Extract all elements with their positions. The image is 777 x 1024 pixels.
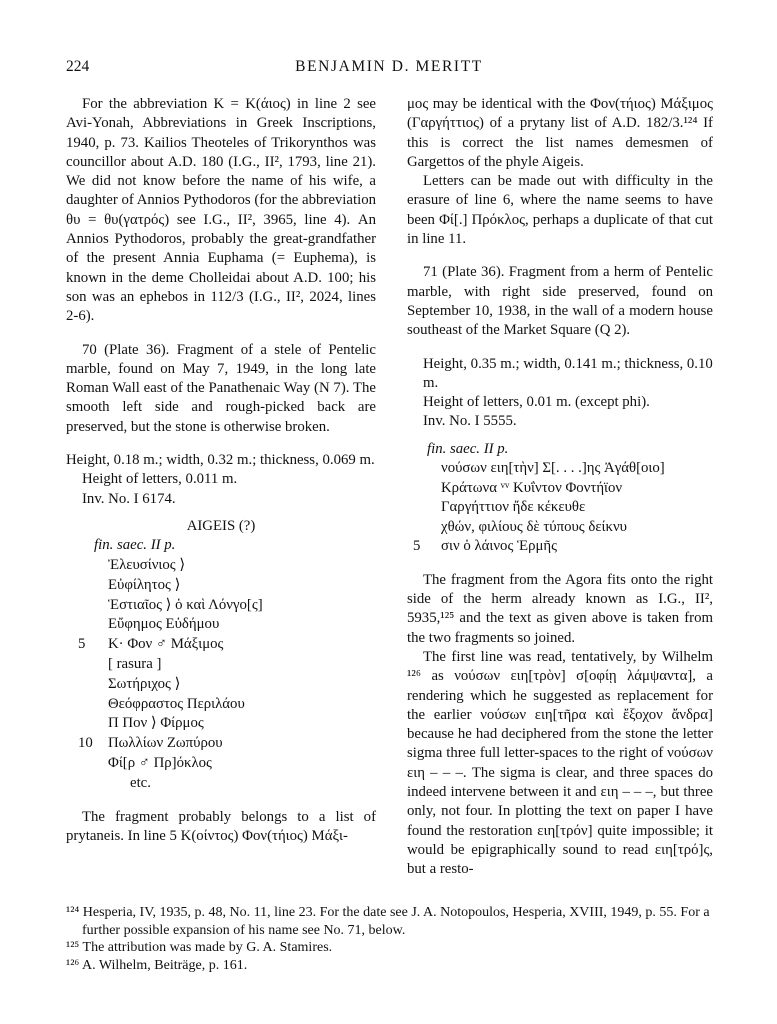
inscription-line: χθών, φιλίους δὲ τύπους δείκνυ — [441, 518, 627, 535]
inscription-line: Εὐφίλητος ⟩ — [108, 576, 181, 593]
inscription-title: AIGEIS (?) — [186, 517, 256, 534]
paragraph-continued: μος may be identical with the Φον(τήιος) Μάξιμος (Γαργήττιος) of a prytany list of A.D. 182/3.¹²⁴ If this is correct the list names demesmen of Gargettos of the phyle Aigeis. — [407, 96, 713, 170]
inscription-line: Ἐλευσίνιος ⟩ — [108, 557, 186, 574]
inscription-line: Ἑστιαῖος ⟩ ὁ καὶ Λόνγο[ς] — [108, 596, 263, 613]
paragraph-prytaneis: The fragment probably belongs to a list of prytaneis. In line 5 Κ(οίντος) Φον(τήιος) Μάξι- — [66, 808, 376, 844]
paragraph-agora-fragment: The fragment from the Agora fits onto the right side of the herm already known as I.G., II², 5935,¹²⁵ and the text as given above is taken from the two fragments so joined. — [407, 571, 713, 646]
paragraph-wilhelm: The first line was read, tentatively, by Wilhelm ¹²⁶ as νούσων ειη[τρὸν] σ[οφίῃ λάμψαντα], a rendering which he suggested as replacement for the earlier νούσων ειη[τῆρα καὶ ἔξοχον ἄνδρα] because he had deciphered from the stone the letter sigma three full letter-spaces to the right of νούσων ειη – – –. The sigma is clear, and three spaces do indeed intervene between it and ειη – – –, but three only, not four. In plotting the text on paper I have found the restoration ειη[τρόν] quite impossible; it would be epigraphically sound to read ειη[τρό]ς, but a resto- — [407, 648, 713, 878]
inscription-line: Π Πον ⟩ Φίρμος — [108, 715, 204, 732]
inscription-line: Σωτήριχος ⟩ — [108, 675, 181, 692]
entry-71-letter-height: Height of letters, 0.01 m. (except phi). — [423, 394, 650, 411]
entry-71: 71 (Plate 36). Fragment from a herm of Pentelic marble, with right side preserved, found on September 10, 1938, in the wall of a modern house southeast of the Market Square (Q 2). — [407, 264, 713, 339]
inscription-line: etc. — [130, 774, 151, 791]
inscription-line: 5 σιν ὁ λάινος Ἑρμῆς — [413, 538, 557, 555]
inscription-line: νούσων ειη[τὴν] Σ[. . . .]ης Ἀγάθ[οιο] — [441, 460, 665, 477]
page-header — [66, 58, 712, 80]
inscription-line: Φί[ρ ♂ Πρ]όκλος — [108, 755, 212, 771]
inscription-line: 10 Πωλλίων Ζωπύρου — [78, 735, 223, 752]
footnotes — [66, 904, 712, 974]
entry-70: 70 (Plate 36). Fragment of a stele of Pentelic marble, found on May 7, 1949, in the long late Roman Wall east of the Panathenaic Way (N 7). The smooth left side and rough-picked back are preserved, but the stone is otherwise broken. — [66, 341, 376, 435]
inscription-line: 5 Κ· Φον ♂ Μάξιμος — [78, 636, 224, 653]
paragraph-abbreviation: For the abbreviation Κ = Κ(άιος) in line 2 see Avi-Yonah, Abbreviations in Greek Inscriptions, 1940, p. 73. Kailios Theoteles of Trikorynthos was councillor about A.D. 180 (I.G., II², 1793, line 21). We did not know before the name of his wife, a daughter of Annios Pythodoros (for the abbreviation θυ = θυ(γατρός) see I.G., II², 3965, line 4). An Annios Pythodoros, probably the great-grandfather of the present Annia Euphama (= Euphema), is known in the deme Cholleidai about A.D. 100; his son was an ephebos in 112/3 (I.G., II², 2024, lines 2-6). — [66, 96, 376, 325]
running-head: BENJAMIN D. MERITT — [295, 58, 483, 75]
right-column — [407, 95, 713, 880]
paragraph-erasure: Letters can be made out with difficulty in the erasure of line 6, where the name seems to have been Φί[.] Πρόκλος, perhaps a duplicate of that cut in line 11. — [407, 173, 713, 248]
footnote-126: ¹²⁶ A. Wilhelm, Beiträge, p. 161. — [66, 957, 248, 973]
left-column — [66, 95, 376, 846]
entry-70-inventory: Inv. No. I 6174. — [82, 490, 176, 507]
footnote-124: ¹²⁴ Hesperia, IV, 1935, p. 48, No. 11, line 23. For the date see J. A. Notopoulos, Hesperia, XVIII, 1949, p. 55. For a further possible expansion of his name see No. 71, below. — [66, 905, 710, 938]
inscription-line: Εὔφημος Εὐδήμου — [108, 616, 220, 633]
inscription-70 — [66, 536, 376, 793]
page-number: 224 — [66, 58, 90, 75]
inscription-line: Θεόφραστος Περιλάου — [108, 695, 245, 712]
footnote-125: ¹²⁵ The attribution was made by G. A. Stamires. — [66, 940, 333, 955]
inscription-line: [ rasura ] — [108, 656, 162, 673]
inscription-71 — [407, 440, 713, 557]
inscription-date: fin. saec. II p. — [427, 440, 509, 457]
inscription-date: fin. saec. II p. — [94, 537, 176, 554]
inscription-line: Γαργήττιον ἤδε κέκευθε — [441, 499, 586, 516]
entry-71-inventory: Inv. No. I 5555. — [423, 413, 517, 430]
entry-70-dimensions: Height, 0.18 m.; width, 0.32 m.; thickness, 0.069 m. — [66, 452, 375, 469]
entry-71-dimensions: Height, 0.35 m.; width, 0.141 m.; thickness, 0.10 m. — [423, 355, 713, 391]
entry-70-letter-height: Height of letters, 0.011 m. — [82, 471, 238, 488]
inscription-line: Κράτωνα ᵛᵛ Κυΐντον Φοντήϊον — [441, 479, 623, 496]
